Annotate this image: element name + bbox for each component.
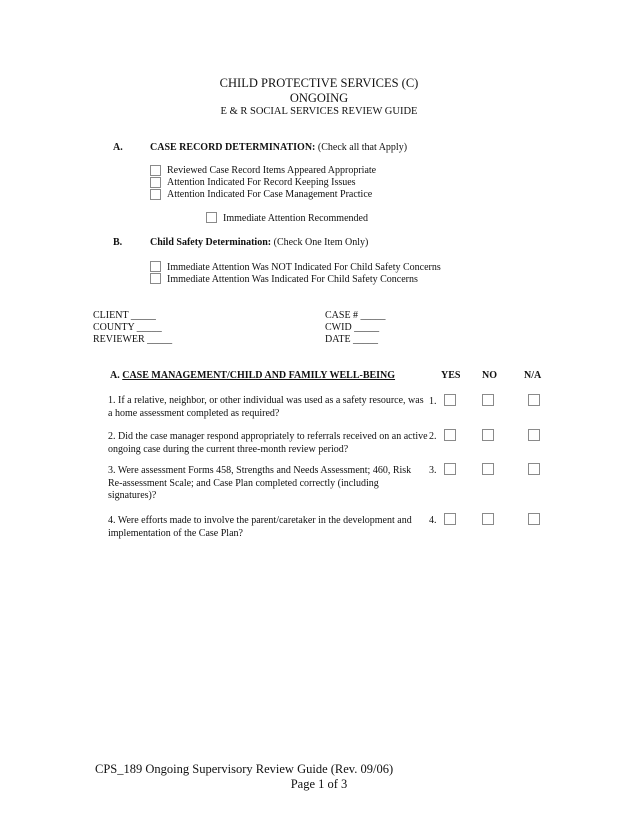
cwid-field[interactable]: CWID _____	[325, 322, 380, 333]
page-subtitle: ONGOING	[289, 91, 349, 105]
question-1-yes-checkbox[interactable]	[444, 394, 456, 406]
section-b-heading: Child Safety Determination:	[150, 237, 272, 248]
child-safety-option-1: Immediate Attention Was NOT Indicated For Child Safety Concerns	[167, 262, 441, 273]
footer-page-number: Page 1 of 3	[290, 777, 348, 791]
section-a-note: (Check all that Apply)	[317, 142, 408, 153]
question-4-yes-checkbox[interactable]	[444, 513, 456, 525]
section-a-heading: CASE RECORD DETERMINATION:	[150, 142, 316, 153]
section-a-letter: A.	[113, 142, 123, 153]
client-field[interactable]: CLIENT _____	[93, 310, 156, 321]
case-number-field[interactable]: CASE # _____	[325, 310, 386, 321]
question-3-number: 3.	[429, 465, 437, 476]
question-1-number: 1.	[429, 396, 437, 407]
section-a-heading-line	[150, 142, 407, 154]
immediate-attention-checkbox[interactable]	[206, 212, 217, 223]
immediate-attention-label: Immediate Attention Recommended	[223, 213, 368, 224]
case-record-checkbox-1[interactable]	[150, 165, 161, 176]
child-safety-checkbox-1[interactable]	[150, 261, 161, 272]
question-4-na-checkbox[interactable]	[528, 513, 540, 525]
date-field[interactable]: DATE _____	[325, 334, 379, 345]
section-b-letter: B.	[113, 237, 123, 248]
question-2-na-checkbox[interactable]	[528, 429, 540, 441]
case-record-checkbox-2[interactable]	[150, 177, 161, 188]
question-1-no-checkbox[interactable]	[482, 394, 494, 406]
question-3-yes-checkbox[interactable]	[444, 463, 456, 475]
question-4-text: 4. Were efforts made to involve the parent/caretaker in the development and implementation of the Case Plan?	[108, 515, 412, 539]
question-3-na-checkbox[interactable]	[528, 463, 540, 475]
case-record-option-1: Reviewed Case Record Items Appeared Appropriate	[167, 165, 377, 176]
footer-form-id: CPS_189 Ongoing Supervisory Review Guide (Rev. 09/06)	[95, 762, 394, 776]
case-record-option-2: Attention Indicated For Record Keeping Issues	[167, 177, 356, 188]
case-record-option-3: Attention Indicated For Case Management Practice	[167, 189, 373, 200]
page-title: CHILD PROTECTIVE SERVICES (C)	[219, 76, 419, 90]
column-no: NO	[482, 370, 497, 381]
question-1-text: 1. If a relative, neighbor, or other individual was used as a safety resource, was a home assessment completed as required?	[108, 395, 424, 419]
question-2-number: 2.	[429, 431, 437, 442]
reviewer-field[interactable]: REVIEWER _____	[93, 334, 173, 345]
question-1-na-checkbox[interactable]	[528, 394, 540, 406]
guide-title: E & R SOCIAL SERVICES REVIEW GUIDE	[220, 106, 418, 117]
table-heading-prefix: A.	[110, 370, 120, 381]
child-safety-checkbox-2[interactable]	[150, 273, 161, 284]
county-field[interactable]: COUNTY _____	[93, 322, 162, 333]
question-4-number: 4.	[429, 515, 437, 526]
question-2-no-checkbox[interactable]	[482, 429, 494, 441]
section-b-note: (Check One Item Only)	[273, 237, 369, 248]
table-heading	[110, 370, 395, 382]
column-yes: YES	[441, 370, 461, 381]
question-3-no-checkbox[interactable]	[482, 463, 494, 475]
question-2-text: 2. Did the case manager respond appropriately to referrals received on an active ongoing case during the current three-month review period?	[108, 431, 428, 455]
question-4-no-checkbox[interactable]	[482, 513, 494, 525]
question-2-yes-checkbox[interactable]	[444, 429, 456, 441]
child-safety-option-2: Immediate Attention Was Indicated For Child Safety Concerns	[167, 274, 418, 285]
section-b-heading-line	[150, 237, 368, 249]
case-record-checkbox-3[interactable]	[150, 189, 161, 200]
table-heading-title: CASE MANAGEMENT/CHILD AND FAMILY WELL-BEING	[122, 370, 396, 381]
column-na: N/A	[524, 370, 542, 381]
question-3-text: 3. Were assessment Forms 458, Strengths and Needs Assessment; 460, Risk Re-assessment Scale; and Case Plan completed correctly (including signatures)?	[108, 465, 412, 501]
